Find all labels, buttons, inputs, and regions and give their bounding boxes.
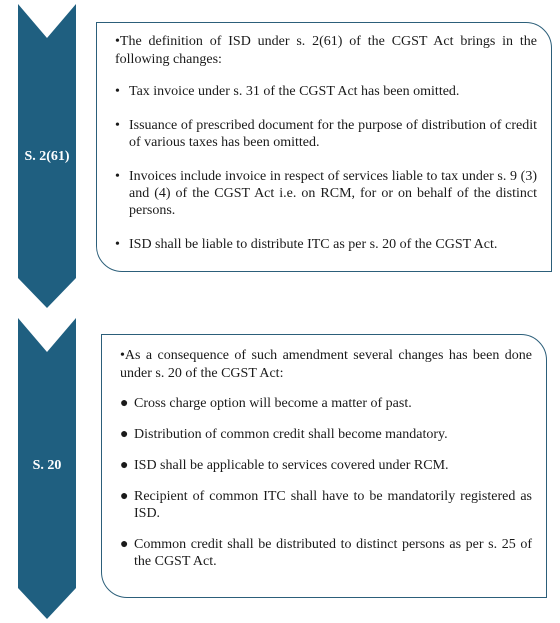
- list-item: ● Distribution of common credit shall become mandatory.: [120, 427, 448, 442]
- section-1-bullet-list: [115, 83, 537, 253]
- bullet-icon: •: [115, 118, 120, 133]
- section-2-box: [101, 334, 547, 598]
- bullet-icon: ●: [120, 489, 129, 504]
- bullet-icon: ●: [120, 537, 129, 552]
- bullet-icon: ●: [120, 427, 129, 442]
- section-2-label: S. 20: [32, 458, 62, 473]
- bullet-icon: ●: [120, 458, 129, 473]
- bullet-icon: •: [115, 169, 120, 184]
- section-2-bullet-list: [120, 395, 532, 570]
- section-2-intro: •As a consequence of such amendment several changes has been done under s. 20 of the CGST Act:: [120, 348, 532, 381]
- list-item: • Tax invoice under s. 31 of the CGST Act has been omitted.: [115, 84, 460, 99]
- bullet-icon: •: [115, 84, 120, 99]
- list-item: ● Common credit shall be distributed to distinct persons as per s. 25 of the CGST Act.: [120, 537, 532, 569]
- list-item: • Invoices include invoice in respect of services liable to tax under s. 9 (3) and (4) of the CGST Act i.e. on RCM, for or on behalf of the distinct persons.: [115, 169, 537, 218]
- list-item: ● Recipient of common ITC shall have to be mandatorily registered as ISD.: [120, 489, 532, 521]
- list-item: • ISD shall be liable to distribute ITC as per s. 20 of the CGST Act.: [115, 237, 498, 252]
- section-1-box: [96, 22, 552, 272]
- section-1-label: S. 2(61): [24, 149, 70, 164]
- bullet-icon: •: [115, 237, 120, 252]
- list-item: ● Cross charge option will become a matter of past.: [120, 396, 412, 411]
- list-item: • Issuance of prescribed document for the purpose of distribution of credit of various taxes has been omitted.: [115, 118, 537, 150]
- bullet-icon: ●: [120, 396, 129, 411]
- list-item: ● ISD shall be applicable to services covered under RCM.: [120, 458, 449, 473]
- section-1-intro: •The definition of ISD under s. 2(61) of the CGST Act brings in the following changes:: [115, 34, 537, 67]
